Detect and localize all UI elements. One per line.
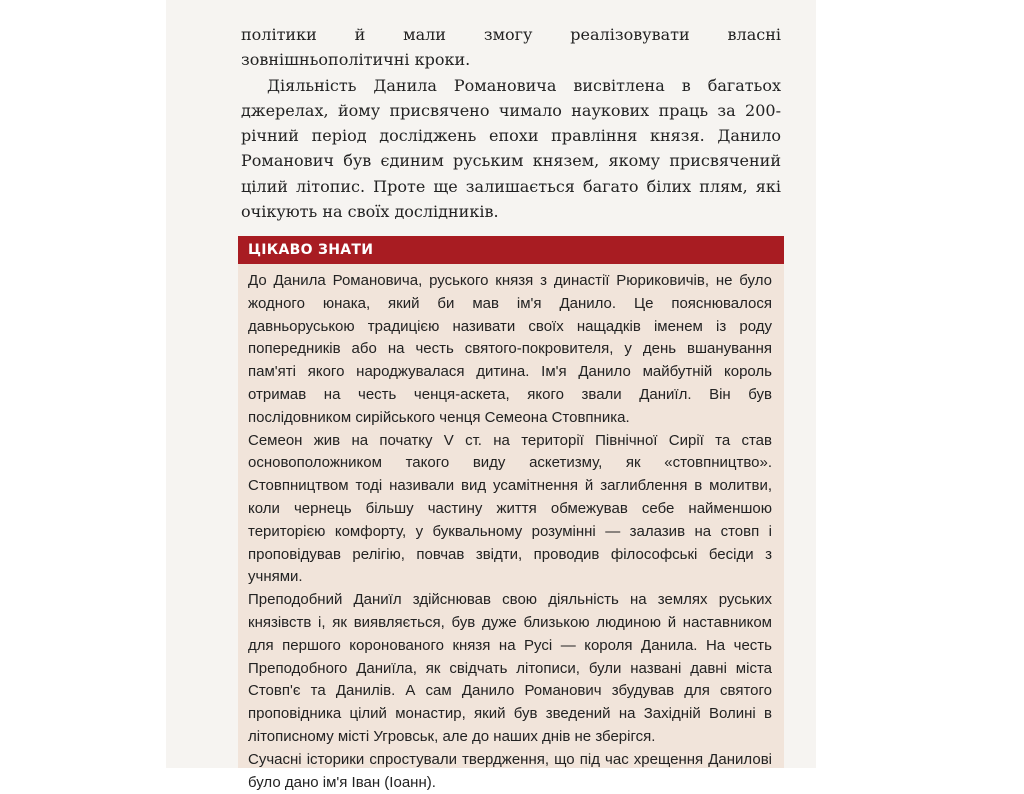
box-paragraph-daniil: Преподобний Даниїл здійснював свою діяльність на землях руських князівств і, як виявляється, був дуже близькою людиною й наставником для першого коронованого князя на Русі — короля Данила. На честь Преподобного Даниїла, як свідчать літописи, були названі давні міста Стовп'є та Данилів. А сам Данило Романович збудував для святого проповідника цілий монастир, який був зведений на Західній Волині в літописному місті Угровськ, але до наших днів не зберігся. [248,591,772,745]
box-body [238,264,784,794]
box-title: ЦІКАВО ЗНАТИ [238,236,784,264]
box-paragraph-semeon: Семеон жив на початку V ст. на території Північної Сирії та став основоположником такого виду аскетизму, як «стовпництво». Стовпництвом тоді називали вид усамітнення й заглиблення в молитви, коли чернець більшу частину життя обмежував себе найменшою територією комфорту, у буквальному розумінні — залазив на стовп і проповідував релігію, повчав звідти, проводив філософські бесіди з учнями. [248,431,772,586]
paragraph-continued: політики й мали змогу реалізовувати власні зовнішньополітичні кроки. [241,25,781,70]
book-page [166,0,816,791]
main-text [241,22,781,224]
box-paragraph-name-origin: До Данила Романовича, руського князя з династії Рюриковичів, не було жодного юнака, який би мав ім'я Данило. Це пояснювалося давньоруською традицією називати своїх нащадків іменем із роду попередників або на честь святого-покровителя, у день вшанування пам'яті якого народжувалася дитина. Ім'я Данило майбутній король отримав на честь ченця-аскета, якого звали Даниїл. Він був послідовником сирійського ченця Семеона Стовпника. [248,272,772,426]
paragraph-daniel-sources: Діяльність Данила Романовича висвітлена в багатьох джерелах, йому присвячено чимало наукових праць за 200-річний період досліджень епохи правління князя. Данило Романович був єдиним руським князем, якому присвячений цілий літопис. Проте ще залишається багато білих плям, які очікують на своїх дослідників. [241,75,781,222]
interesting-facts-box [238,236,784,791]
box-paragraph-baptism: Сучасні історики спростували твердження, що під час хрещення Данилові було дано ім'я Іван (Іоанн). [248,750,772,791]
